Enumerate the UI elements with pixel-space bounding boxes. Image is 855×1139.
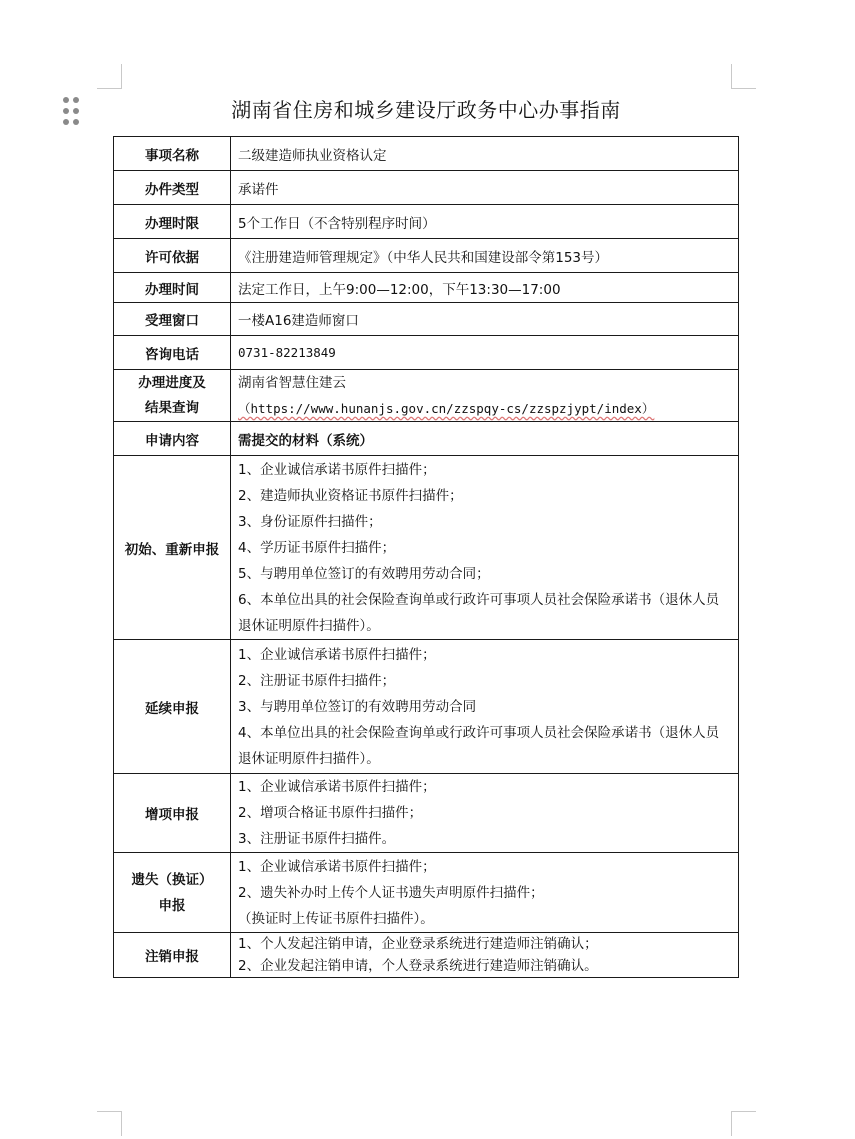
table-row (114, 640, 739, 774)
list-item: 2、企业发起注销申请，个人登录系统进行建造师注销确认。 (238, 958, 598, 974)
progress-value (231, 370, 739, 422)
section-items-renewal (231, 640, 739, 774)
table-row (114, 933, 739, 978)
page-corner-mark (97, 64, 122, 89)
materials-header: 需提交的材料（系统） (231, 422, 739, 456)
table-row (114, 239, 739, 273)
table-row (114, 137, 739, 171)
list-item: 1、企业诚信承诺书原件扫描件； (238, 461, 436, 478)
list-item: 6、本单位出具的社会保险查询单或行政许可事项人员社会保险承诺书（退休人员退休证明原件扫描件）。 (238, 591, 720, 634)
section-label-lost (114, 853, 231, 933)
window-value: 一楼A16建造师窗口 (231, 303, 739, 336)
progress-url-link[interactable]: （https://www.hunanjs.gov.cn/zzspqy-cs/zzspzjypt/index） (238, 400, 655, 416)
table-row (114, 456, 739, 640)
list-item: （换证时上传证书原件扫描件）。 (238, 910, 434, 927)
table-row (114, 303, 739, 336)
row-label: 办件类型 (114, 171, 231, 205)
table-row (114, 370, 739, 422)
row-label-line: 遗失（换证） (131, 871, 213, 888)
list-item: 1、企业诚信承诺书原件扫描件； (238, 858, 436, 875)
list-item: 4、学历证书原件扫描件； (238, 539, 396, 556)
row-label: 事项名称 (114, 137, 231, 171)
list-item: 1、个人发起注销申请，企业登录系统进行建造师注销确认； (238, 936, 598, 952)
row-label-line: 办理进度及 (138, 374, 206, 391)
type-value: 承诺件 (231, 171, 739, 205)
section-items-initial (231, 456, 739, 640)
list-item: 2、增项合格证书原件扫描件； (238, 805, 423, 821)
list-item: 3、身份证原件扫描件； (238, 513, 382, 530)
basis-value: 《注册建造师管理规定》（中华人民共和国建设部令第153号） (231, 239, 739, 273)
item-name-value: 二级建造师执业资格认定 (231, 137, 739, 171)
table-row (114, 273, 739, 303)
list-item: 1、企业诚信承诺书原件扫描件； (238, 646, 436, 663)
document-title: 湖南省住房和城乡建设厅政务中心办事指南 (231, 98, 621, 122)
section-items-lost (231, 853, 739, 933)
row-label-line: 申报 (158, 897, 186, 914)
phone-value: 0731-82213849 (231, 336, 739, 370)
deadline-value: 5个工作日（不含特别程序时间） (231, 205, 739, 239)
section-label-cancel: 注销申报 (114, 933, 231, 978)
list-item: 2、遗失补办时上传个人证书遗失声明原件扫描件； (238, 884, 544, 901)
list-item: 2、注册证书原件扫描件； (238, 672, 396, 689)
table-row (114, 205, 739, 239)
list-item: 1、企业诚信承诺书原件扫描件； (238, 779, 436, 795)
list-item: 2、建造师执业资格证书原件扫描件； (238, 487, 463, 504)
row-label (114, 370, 231, 422)
list-item: 3、注册证书原件扫描件。 (238, 831, 396, 847)
row-label: 申请内容 (114, 422, 231, 456)
row-label: 许可依据 (114, 239, 231, 273)
guide-table (113, 136, 739, 978)
row-label: 办理时限 (114, 205, 231, 239)
table-row (114, 422, 739, 456)
row-label: 受理窗口 (114, 303, 231, 336)
list-item: 4、本单位出具的社会保险查询单或行政许可事项人员社会保险承诺书（退休人员退休证明原件扫描件）。 (238, 724, 720, 767)
drag-handle-icon[interactable] (62, 97, 82, 127)
page-corner-mark (97, 1111, 122, 1136)
section-items-cancel (231, 933, 739, 978)
row-label: 咨询电话 (114, 336, 231, 370)
progress-site-name: 湖南省智慧住建云 (238, 374, 346, 391)
page-corner-mark (731, 64, 756, 89)
list-item: 5、与聘用单位签订的有效聘用劳动合同； (238, 565, 490, 582)
list-item: 3、与聘用单位签订的有效聘用劳动合同 (238, 698, 477, 715)
hours-value: 法定工作日，上午9:00—12:00，下午13:30—17:00 (231, 273, 739, 303)
table-row (114, 336, 739, 370)
section-label-add: 增项申报 (114, 774, 231, 853)
page-corner-mark (731, 1111, 756, 1136)
table-row (114, 853, 739, 933)
table-row (114, 171, 739, 205)
section-label-initial: 初始、重新申报 (114, 456, 231, 640)
table-row (114, 774, 739, 853)
row-label: 办理时间 (114, 273, 231, 303)
row-label-line: 结果查询 (145, 399, 199, 416)
section-label-renewal: 延续申报 (114, 640, 231, 774)
section-items-add (231, 774, 739, 853)
